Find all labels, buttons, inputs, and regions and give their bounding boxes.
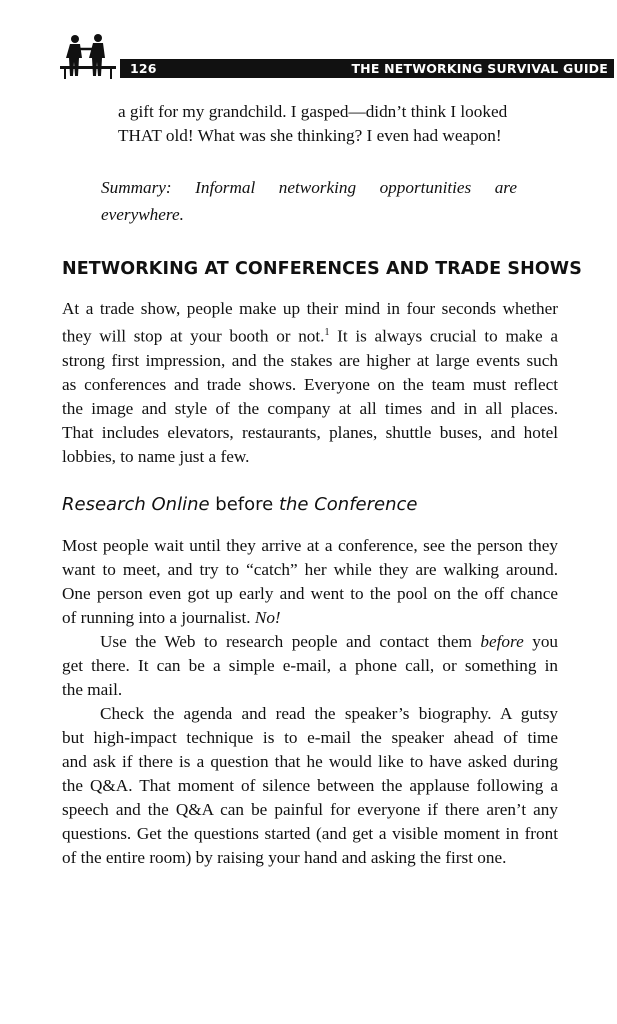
paragraph-line: the mail.: [62, 680, 123, 699]
section-paragraph: [62, 297, 558, 469]
paragraph-line: [62, 606, 558, 630]
running-header: [58, 30, 608, 80]
section-heading: NETWORKING AT CONFERENCES AND TRADE SHOWS: [62, 259, 582, 279]
subheading-part: Research Online: [62, 494, 210, 515]
line-segment: of running into a journalist.: [62, 608, 255, 627]
paragraph-line: Most people wait until they arrive at a conference, see the person they: [62, 536, 558, 555]
line-segment: It is always crucial to make a: [329, 326, 558, 346]
paragraph-line: the Q&A. That moment of silence between the applause following a: [62, 776, 558, 795]
paragraph-line: get there. It can be a simple e-mail, a phone call, or something in: [62, 656, 558, 675]
line-segment: No!: [254, 608, 281, 627]
continuation-line: THAT old! What was she thinking? I even had weapon!: [118, 126, 502, 145]
line-segment: before: [480, 632, 524, 651]
paragraph-line: want to meet, and try to “catch” her while they are walking around.: [62, 560, 558, 579]
summary-line: everywhere.: [101, 205, 184, 224]
paragraph-line: Check the agenda and read the speaker’s biography. A gutsy: [100, 704, 558, 723]
summary-line: Summary: Informal networking opportunities are: [101, 178, 517, 197]
subheading: [62, 494, 417, 515]
line-segment: Use the Web to research people and contact them: [100, 632, 481, 651]
paragraph-line: the image and style of the company at all times and in all places.: [62, 398, 558, 418]
paragraph-line: as conferences and trade shows. Everyone on the team must reflect: [62, 374, 558, 394]
paragraph-line: speech and the Q&A can be painful for everyone if there aren’t any: [62, 800, 558, 819]
continuation-block: [118, 100, 558, 148]
footnote-marker: 1: [324, 327, 330, 338]
running-title: THE NETWORKING SURVIVAL GUIDE: [351, 61, 608, 76]
line-segment: you: [523, 632, 559, 651]
paragraph-line: but high-impact technique is to e-mail the speaker ahead of time: [62, 728, 558, 747]
paragraph-line: and ask if there is a question that he would like to have asked during: [62, 752, 558, 771]
paragraph-line: lobbies, to name just a few.: [62, 446, 250, 466]
continuation-line: a gift for my grandchild. I gasped—didn’t think I looked: [118, 102, 508, 121]
paragraph-line: At a trade show, people make up their mind in four seconds whether: [62, 299, 558, 318]
paragraph-line: That includes elevators, restaurants, planes, shuttle buses, and hotel: [62, 422, 558, 442]
paragraph-line: One person even got up early and went to the pool on the off chance: [62, 584, 558, 603]
paragraph-line: [62, 630, 558, 654]
summary-block: [101, 174, 517, 228]
handshake-figures-icon: [58, 30, 118, 80]
subheading-part: the Conference: [278, 494, 418, 515]
subheading-part: before: [209, 494, 279, 515]
paragraph-line: strong first impression, and the stakes are higher at large events such: [62, 350, 558, 370]
paragraph-line: questions. Get the questions started (and get a visible moment in front: [62, 824, 558, 843]
page-number: 126: [130, 61, 157, 76]
header-bar: [120, 59, 614, 78]
body-text: [62, 534, 558, 870]
paragraph-line: [62, 321, 558, 349]
paragraph-line: of the entire room) by raising your hand and asking the first one.: [62, 848, 507, 867]
line-segment: they will stop at your booth or not.: [62, 326, 325, 346]
